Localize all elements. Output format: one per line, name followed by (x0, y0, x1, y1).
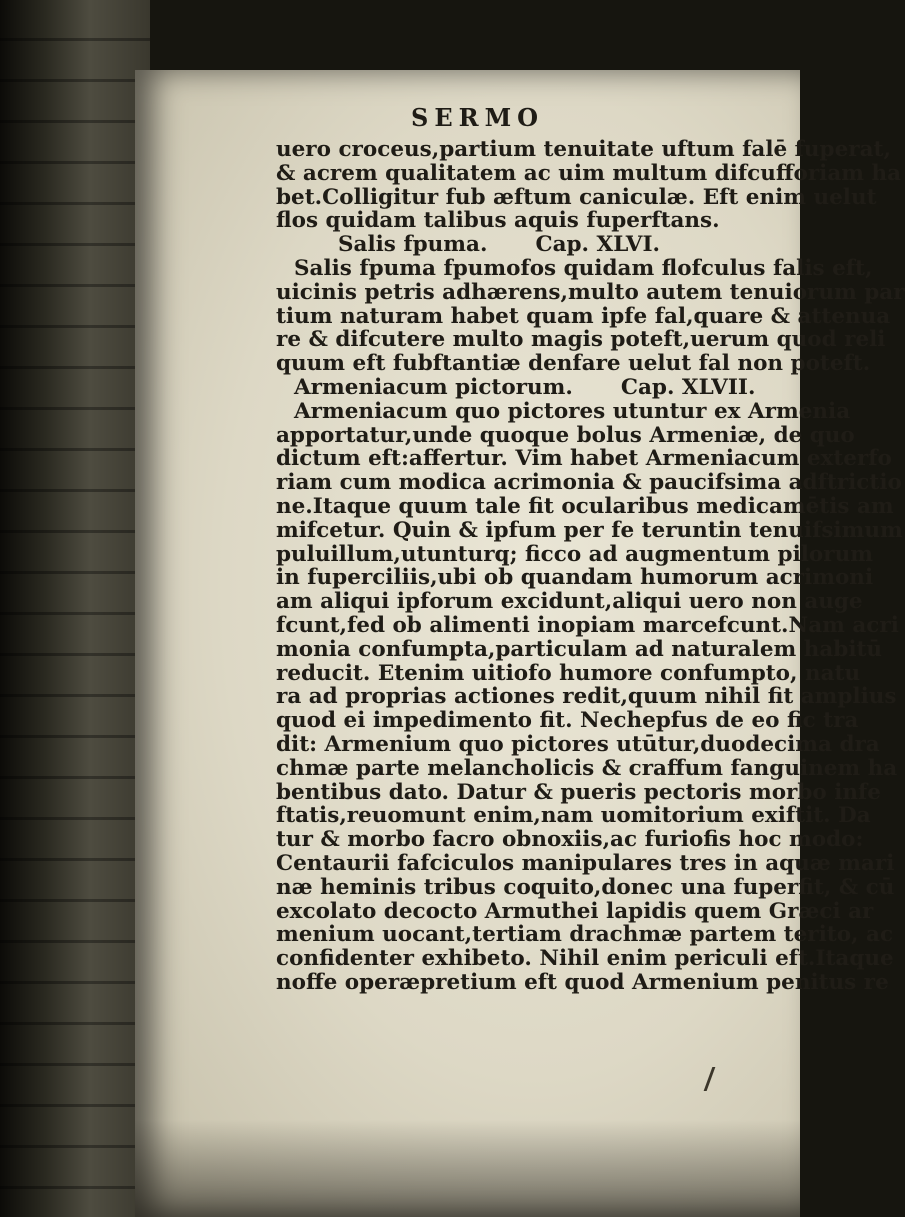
text-line: næ heminis tribus coquito,donec una fuperfit, & cū (276, 874, 895, 900)
text-line: riam cum modica acrimonia & paucifsima adftrictio (276, 470, 902, 496)
text-line: bet.Colligitur fub æftum caniculæ. Eft enim uelut (276, 184, 877, 210)
text-line: uicinis petris adhærens,multo autem tenuiorum par (276, 279, 905, 305)
text-line: uero croceus,partium tenuitate uftum falē fuperat, (276, 137, 891, 162)
text-line: menium uocant,tertiam drachmæ partem terito, ac (276, 922, 894, 948)
text-line: flos quidam talibus aquis fuperftans. (276, 208, 720, 234)
text-line: noffe operæpretium eft quod Armenium penitus re (276, 969, 889, 995)
text-line: am aliqui ipforum excidunt,aliqui uero non auge (276, 589, 863, 615)
text-line: mifcetur. Quin & ipfum per fe teruntin tenuifsimum (276, 517, 903, 543)
text-line: tur & morbo facro obnoxiis,ac furiofis hoc modo: (276, 827, 864, 853)
page-shadow (135, 1120, 800, 1217)
chapter-number: Cap. XLVI. (535, 232, 660, 258)
text-body (276, 137, 905, 995)
text-line: puluillum,utunturq; ficco ad augmentum pilorum (276, 541, 873, 567)
text-line: dit: Armenium quo pictores utūtur,duodecima dra (276, 731, 880, 757)
chapter-number: Cap. XLVII. (620, 374, 756, 400)
text-line: quum eft fubftantiæ denfare uelut fal non poteft. (276, 351, 871, 377)
running-head: SERMO (411, 103, 545, 132)
text-line: & acrem qualitatem ac uim multum difcufforiam ha (276, 160, 902, 186)
text-line: ra ad proprias actiones redit,quum nihil fit amplius (276, 684, 897, 710)
text-line: Armeniacum quo pictores utuntur ex Armenia (294, 398, 851, 424)
text-line: chmæ parte melancholicis & craffum fanguinem ha (276, 755, 898, 781)
text-line: bentibus dato. Datur & pueris pectoris morbo infe (276, 779, 881, 805)
text-line: fcunt,fed ob alimenti inopiam marcefcunt.Nam acri (276, 612, 899, 638)
text-line: Centaurii fafciculos manipulares tres in aquæ mari (276, 850, 895, 876)
text-line: quod ei impedimento fit. Nechepfus de eo fic tra (276, 708, 859, 734)
text-line: ftatis,reuomunt enim,nam uomitorium exiftit. Da (276, 803, 871, 829)
text-line: tium naturam habet quam ipfe fal,quare & attenua (276, 303, 891, 329)
text-line: Salis fpuma fpumofos quidam flofculus falis eft, (294, 255, 873, 281)
page-text (276, 98, 905, 995)
section-title: Salis fpuma. (338, 232, 488, 258)
text-line: ne.Itaque quum tale fit ocularibus medicamētis am (276, 493, 894, 519)
text-line: confidenter exhibeto. Nihil enim periculi eft.Itaque (276, 946, 894, 972)
text-line: excolato decocto Armuthei lapidis quem Græci ar (276, 898, 874, 924)
book-edge-pages (0, 0, 150, 1217)
section-heading (276, 376, 786, 400)
section-heading (276, 233, 786, 257)
section-title: Armeniacum pictorum. (294, 374, 573, 400)
text-line: in fuperciliis,ubi ob quandam humorum acrimoni (276, 565, 874, 591)
text-line: apportatur,unde quoque bolus Armeniæ, de quo (276, 422, 855, 448)
text-line: monia confumpta,particulam ad naturalem habitū (276, 636, 883, 662)
text-line: dictum eft:affertur. Vim habet Armeniacum exterfo (276, 446, 892, 472)
text-line: re & difcutere multo magis poteft,uerum quod reli (276, 327, 886, 353)
text-line: reducit. Etenim uitiofo humore confumpto, natu (276, 660, 861, 686)
